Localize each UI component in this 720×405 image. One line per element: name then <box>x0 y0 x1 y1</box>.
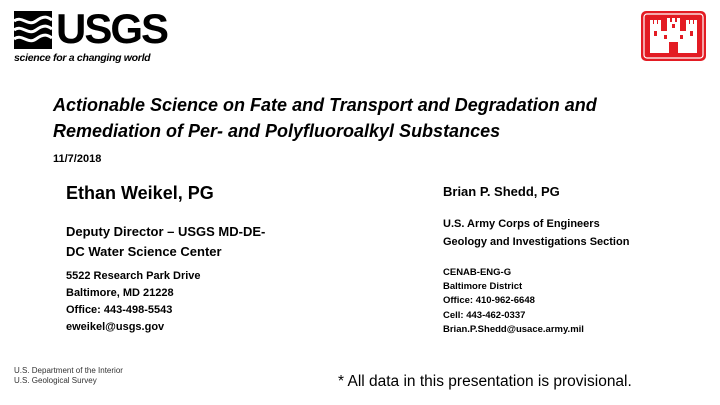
presenter-name-shedd: Brian P. Shedd, PG <box>443 184 560 199</box>
office-code: CENAB-ENG-G <box>443 267 512 278</box>
department-line: U.S. Department of the Interior <box>14 366 123 375</box>
email-address: eweikel@usgs.gov <box>66 321 165 333</box>
cell-phone: Cell: 443-462-0337 <box>443 309 526 321</box>
role-line: DC Water Science Center <box>66 244 222 259</box>
provisional-data-note: * All data in this presentation is provisional. <box>338 373 632 390</box>
presenter-contact-shedd <box>443 266 584 337</box>
usgs-tagline: science for a changing world <box>14 52 151 64</box>
city-address: Baltimore, MD 21228 <box>66 287 174 299</box>
usgs-wordmark: USGS <box>56 5 168 52</box>
department-footer <box>14 366 123 386</box>
office-phone: Office: 443-498-5543 <box>66 304 173 316</box>
email-address: Brian.P.Shedd@usace.army.mil <box>443 323 584 335</box>
usgs-wave-mark-icon <box>14 11 52 49</box>
usgs-logo <box>14 5 168 64</box>
department-line: U.S. Geological Survey <box>14 376 97 385</box>
office-phone: Office: 410-962-6648 <box>443 295 535 307</box>
presentation-title: Actionable Science on Fate and Transport and Degradation and Remediation of Per- and Polyfluoroalkyl Substances <box>53 95 597 141</box>
org-line: Geology and Investigations Section <box>443 236 630 248</box>
presenter-role-weikel <box>66 222 336 262</box>
role-line: Deputy Director – USGS MD-DE- <box>66 224 266 239</box>
street-address: 5522 Research Park Drive <box>66 270 201 282</box>
usace-castle-icon <box>641 11 706 61</box>
district: Baltimore District <box>443 281 523 293</box>
presenter-name-weikel: Ethan Weikel, PG <box>66 183 214 203</box>
presenter-contact-weikel <box>66 268 201 336</box>
usace-logo <box>641 11 706 61</box>
presenter-org-shedd <box>443 215 629 251</box>
org-line: U.S. Army Corps of Engineers <box>443 218 600 230</box>
presentation-date: 11/7/2018 <box>53 153 102 165</box>
